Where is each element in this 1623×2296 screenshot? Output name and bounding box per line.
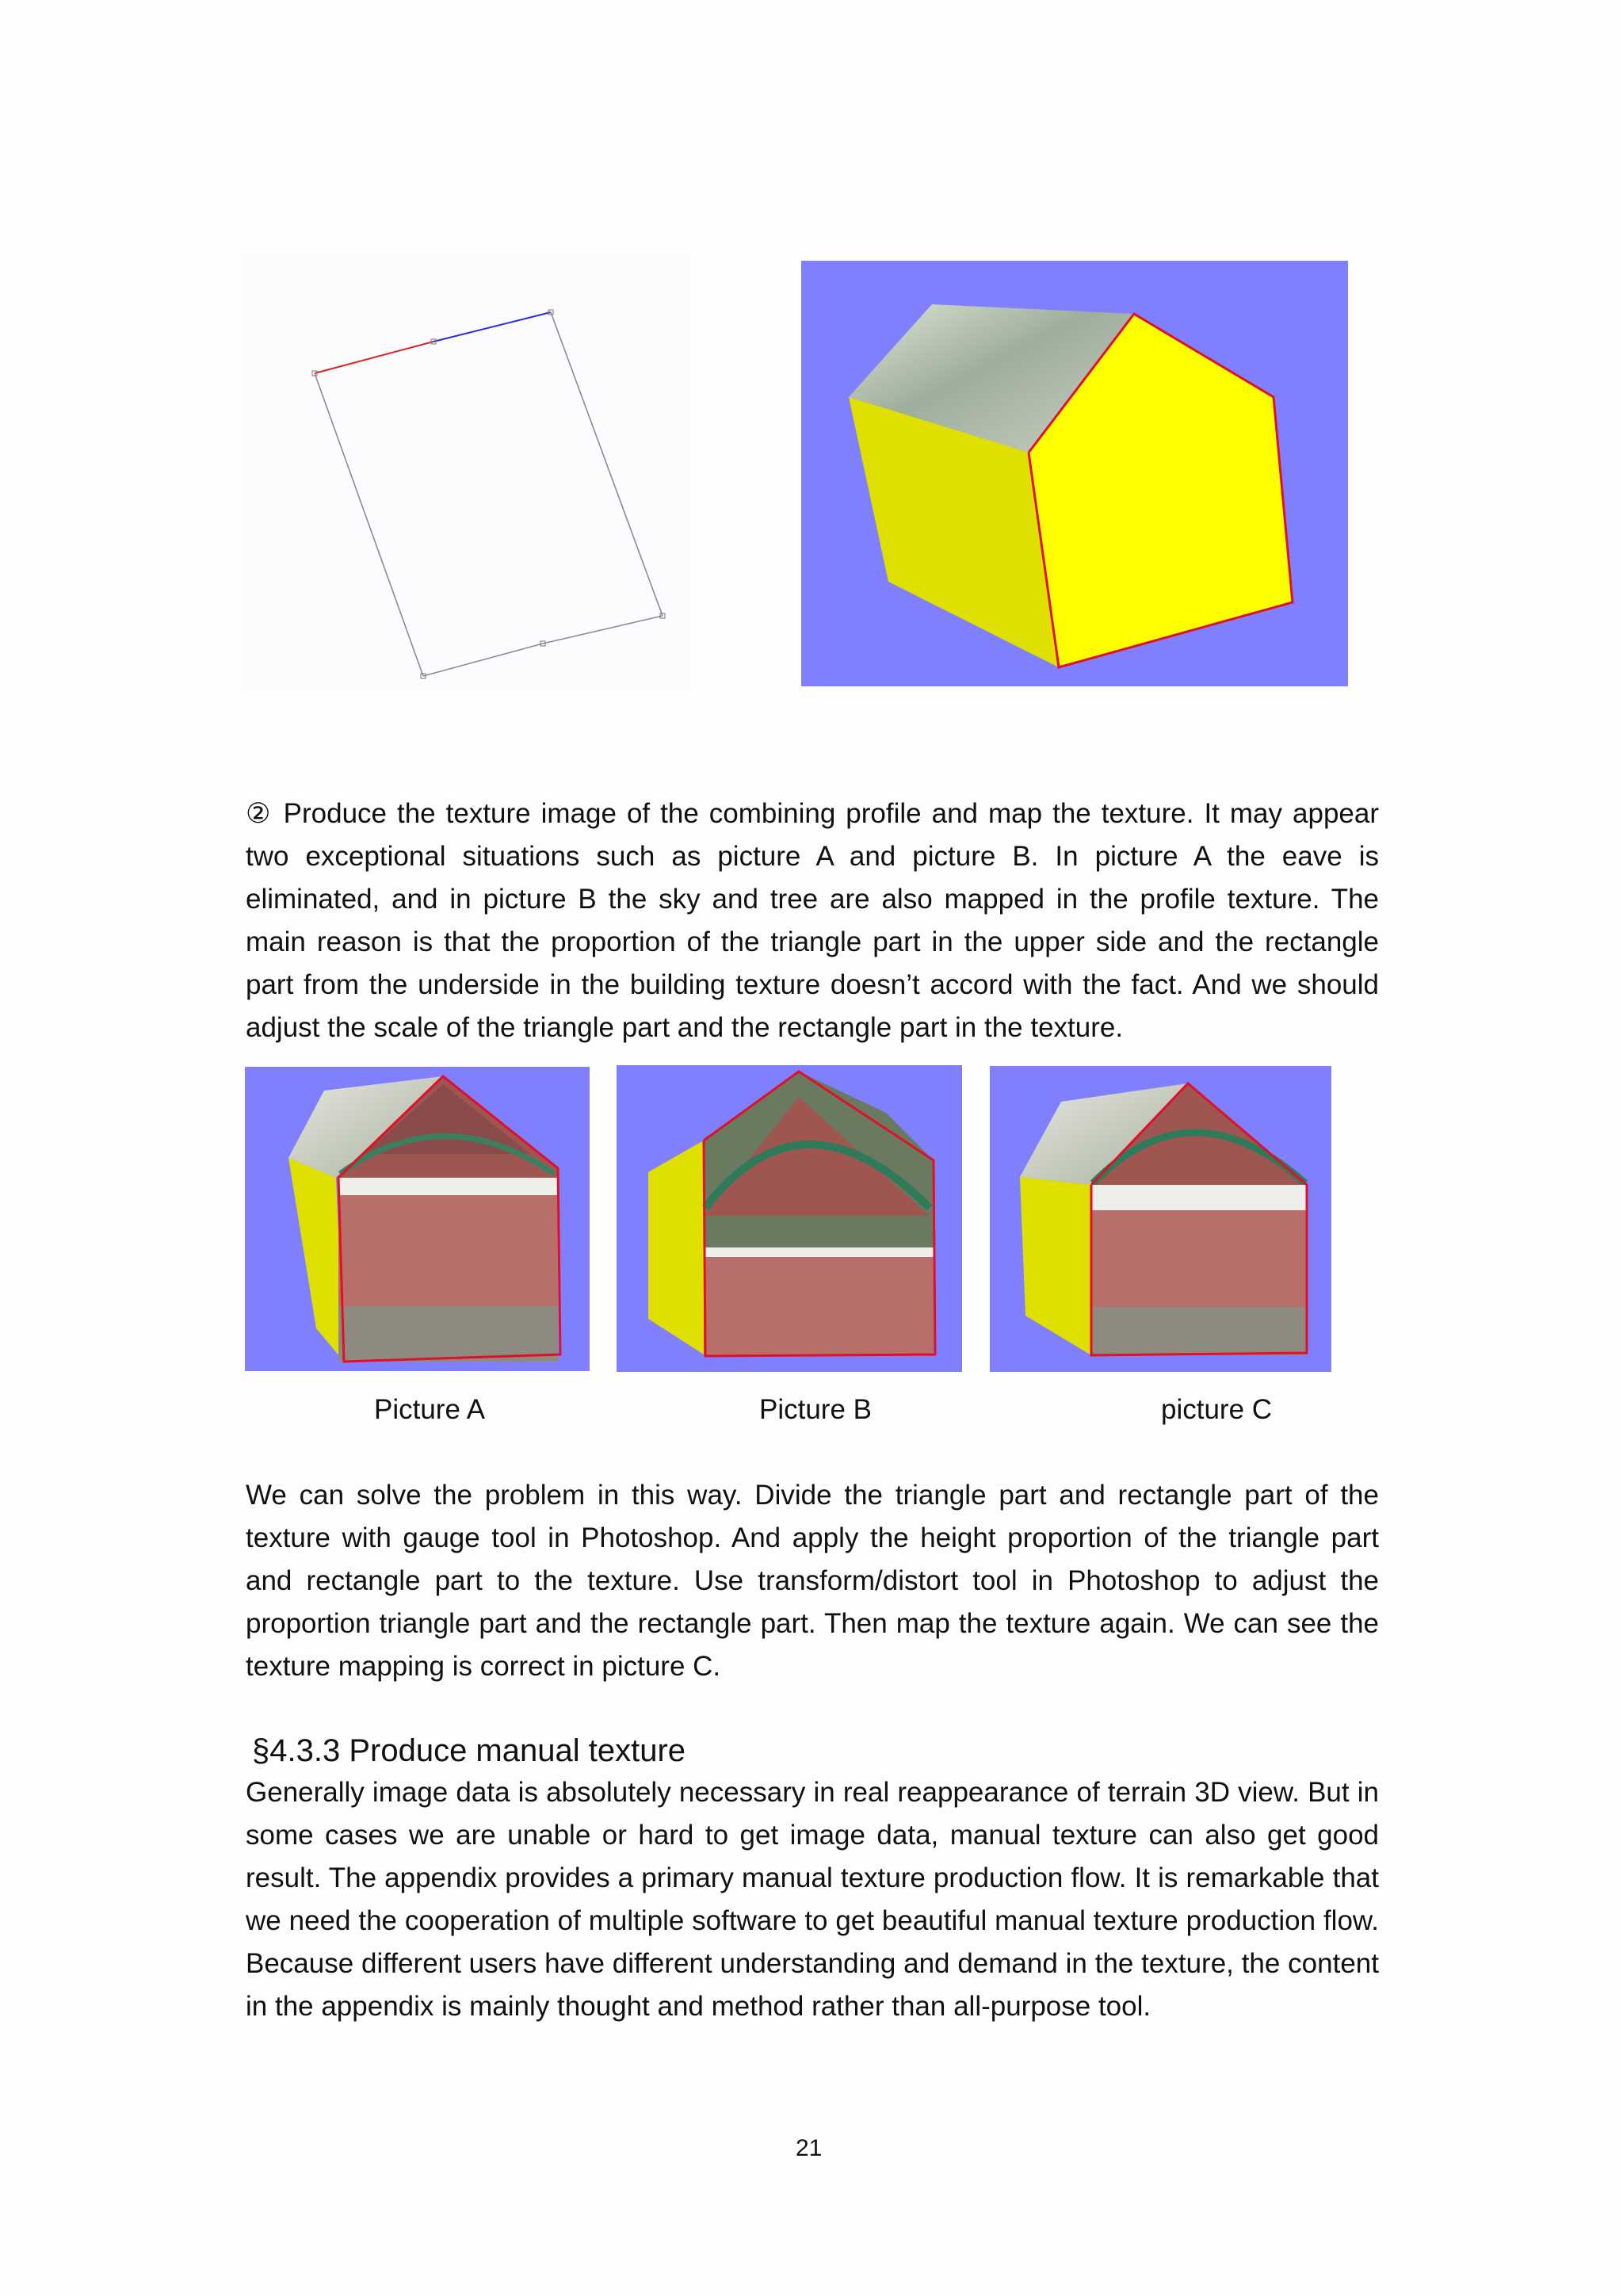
wireframe-quad-figure (242, 258, 685, 690)
picture-b (617, 1065, 962, 1372)
paragraph-solution: We can solve the problem in this way. Divide the triangle part and rectangle part of the texture with gauge tool in Photoshop. And apply the height proportion of the triangle part and rectangle part to the texture. Use transform/distort tool in Photoshop to adjust the proportion triangle part and the rectangle part. Then map the texture again. We can see the texture mapping is correct in picture C. (246, 1480, 1379, 1682)
picture-a (245, 1067, 590, 1371)
yellow-house-figure (801, 261, 1348, 686)
paragraph-texture-combining: ② Produce the texture image of the combining profile and map the texture. It may appear two exceptional situations such as picture A and picture B. In picture A the eave is eliminated, and in picture B the sky and tree are also mapped in the profile texture. The main reason is that the proportion of the triangle part in the upper side and the rectangle part from the underside in the building texture doesn’t accord with the fact. And we should adjust the scale of the triangle part and the rectangle part in the texture. (246, 798, 1379, 1043)
caption-picture-a: Picture A (374, 1394, 486, 1425)
caption-picture-b: Picture B (759, 1394, 872, 1425)
paragraph-manual-texture: Generally image data is absolutely necessary in real reappearance of terrain 3D view. But in some cases we are unable or hard to get image data, manual texture can also get good result. The appendix provides a primary manual texture production flow. It is remarkable that we need the cooperation of multiple software to get beautiful manual texture production flow. Because different users have different understanding and demand in the texture, the content in the appendix is mainly thought and method rather than all-purpose tool. (246, 1777, 1379, 2022)
page-number: 21 (796, 2135, 823, 2161)
picture-c (990, 1066, 1331, 1372)
section-heading: §4.3.3 Produce manual texture (252, 1733, 686, 1768)
caption-picture-c: picture C (1161, 1394, 1273, 1425)
